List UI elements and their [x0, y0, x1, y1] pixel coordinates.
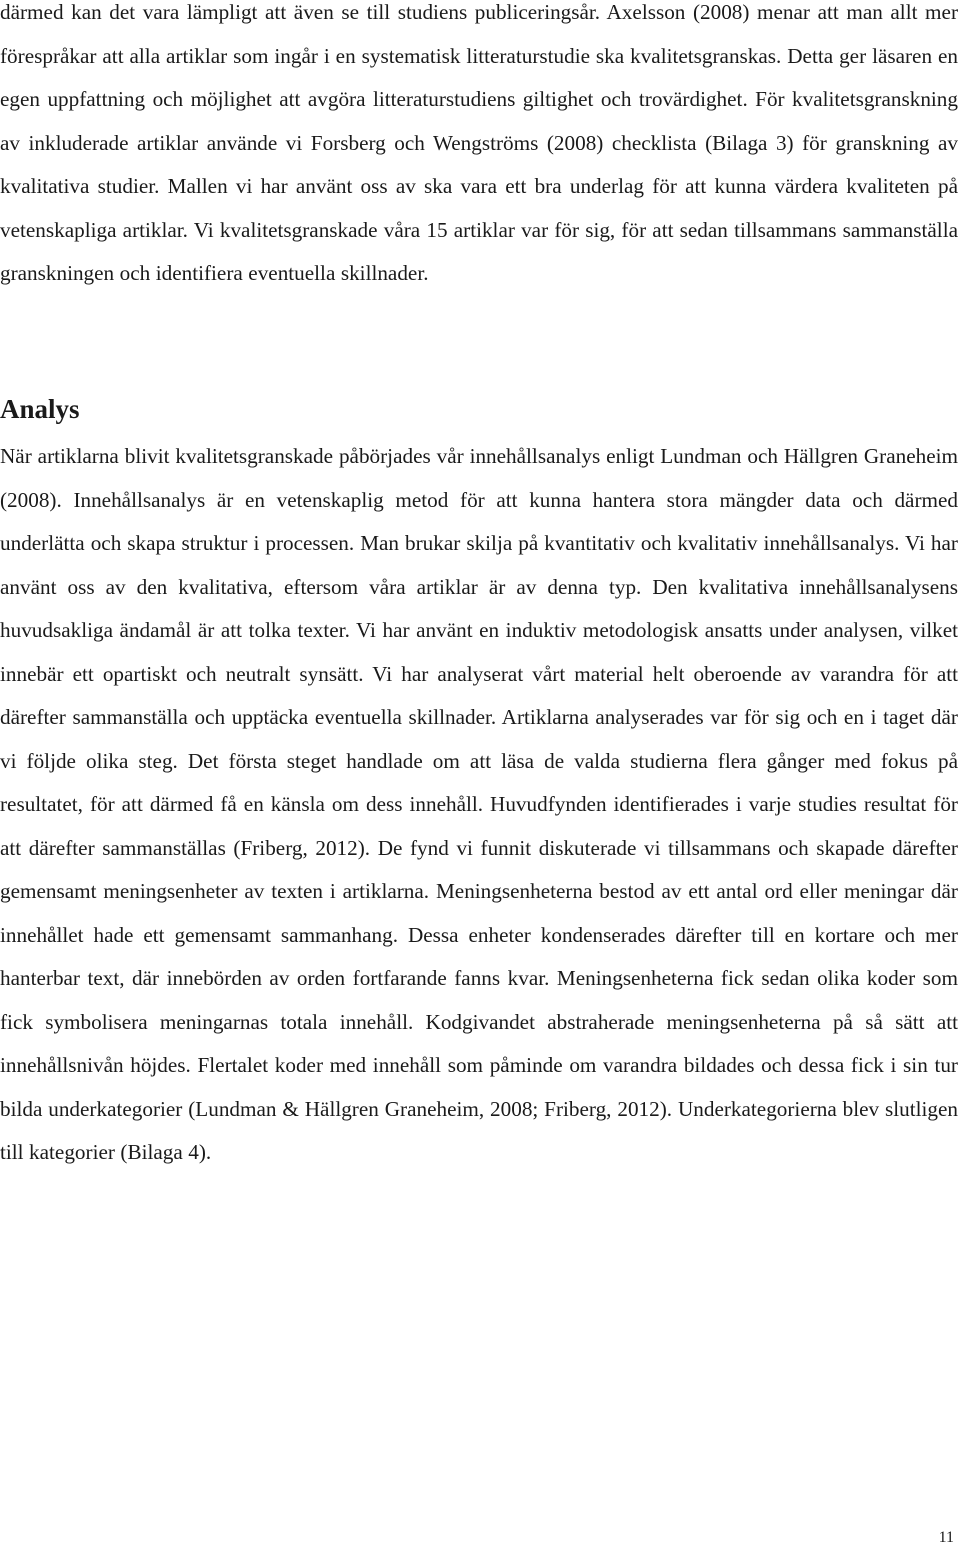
- paragraph-quality-review: därmed kan det vara lämpligt att även se till studiens publiceringsår. Axelsson (2008) menar att man allt mer förespråkar att alla artiklar som ingår i en systematisk litteraturstudie ska kvalitetsgranskas. Detta ger läsaren en egen uppfattning och möjlighet att avgöra litteraturstudiens giltighet och trovärdighet. För kvalitetsgranskning av inkluderade artiklar använde vi Forsberg och Wengströms (2008) checklista (Bilaga 3) för granskning av kvalitativa studier. Mallen vi har använt oss av ska vara ett bra underlag för att kunna värdera kvaliteten på vetenskapliga artiklar. Vi kvalitetsgranskade våra 15 artiklar var för sig, för att sedan tillsammans sammanställa granskningen och identifiera eventuella skillnader.: [0, 0, 958, 285]
- paragraph-analys: När artiklarna blivit kvalitetsgranskade påbörjades vår innehållsanalys enligt Lundman och Hällgren Graneheim (2008). Innehållsanalys är en vetenskaplig metod för att kunna hantera stora mängder data och därmed underlätta och skapa struktur i processen. Man brukar skilja på kvantitativ och kvalitativ innehållsanalys. Vi har använt oss av den kvalitativa, eftersom våra artiklar är av denna typ. Den kvalitativa innehållsanalysens huvudsakliga ändamål är att tolka texter. Vi har använt en induktiv metodologisk ansatts under analysen, vilket innebär ett opartiskt och neutralt synsätt. Vi har analyserat vårt material helt oberoende av varandra för att därefter sammanställa och upptäcka eventuella skillnader. Artiklarna analyserades var för sig och en i taget där vi följde olika steg. Det första steget handlade om att läsa de valda studierna flera gånger med fokus på resultatet, för att därmed få en känsla om dess innehåll. Huvudfynden identifierades i varje studies resultat för att därefter sammanställas (Friberg, 2012). De fynd vi funnit diskuterade vi tillsammans och skapade därefter gemensamt meningsenheter av texten i artiklarna. Meningsenheterna bestod av ett antal ord eller meningar där innehållet hade ett gemensamt sammanhang. Dessa enheter kondenserades därefter till en kortare och mer hanterbar text, där innebörden av orden fortfarande fanns kvar. Meningsenheterna fick sedan olika koder som fick symbolisera meningarnas totala innehåll. Kodgivandet abstraherade meningsenheterna på så sätt att innehållsnivån höjdes. Flertalet koder med innehåll som påminde om varandra bildades och dessa fick i sin tur bilda underkategorier (Lundman & Hällgren Graneheim, 2008; Friberg, 2012). Underkategorierna blev slutligen till kategorier (Bilaga 4).: [0, 444, 958, 1164]
- section-heading-analys: Analys: [0, 394, 80, 424]
- page-number: 11: [938, 1529, 954, 1546]
